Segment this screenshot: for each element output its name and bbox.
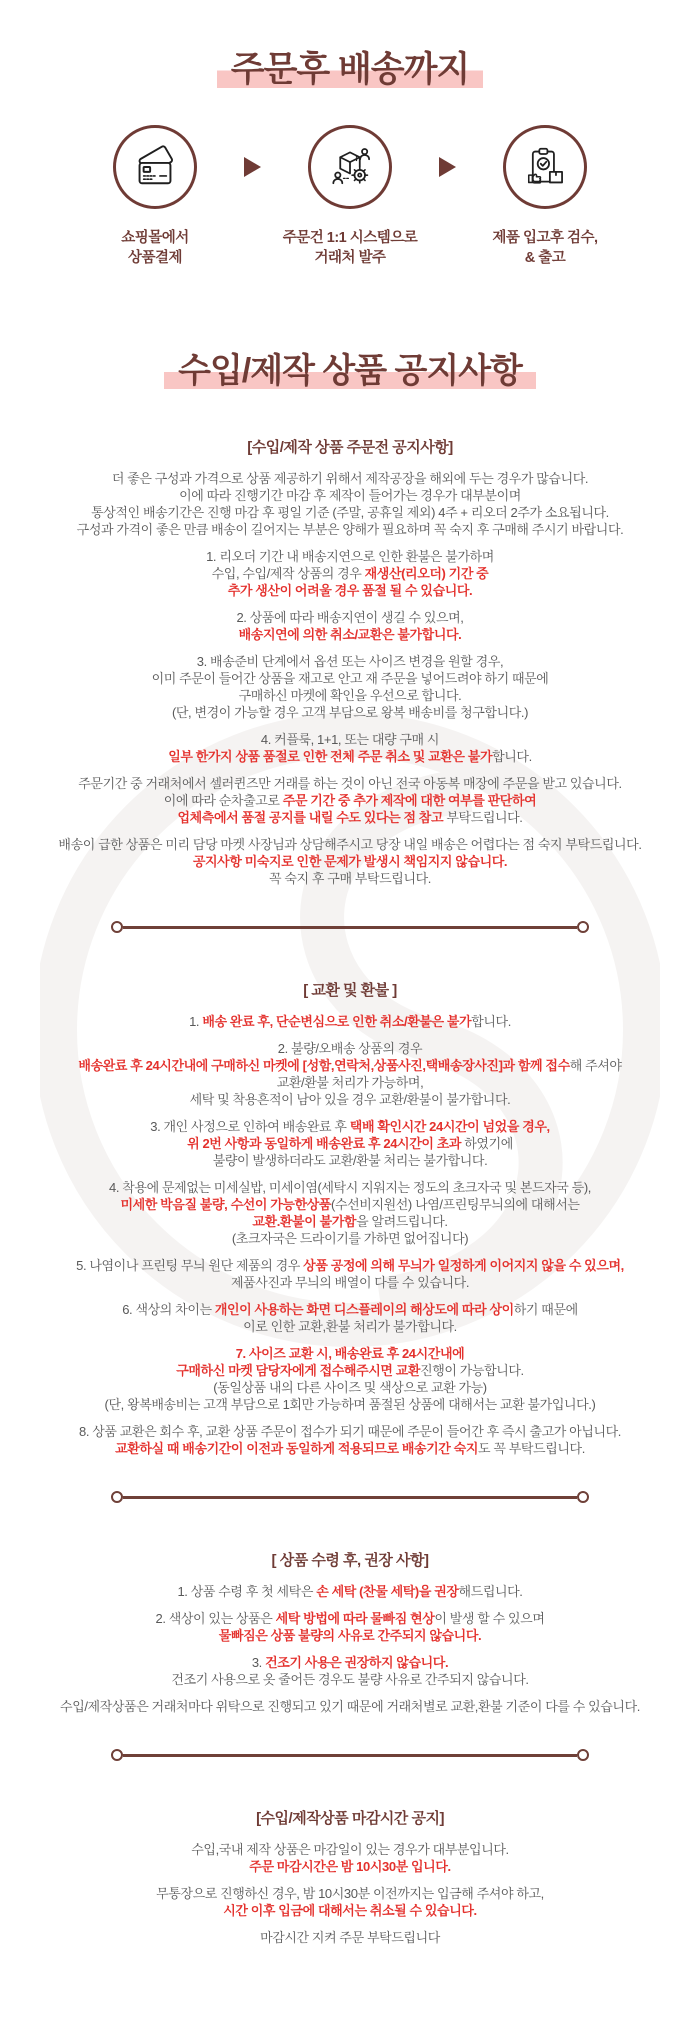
notice-paragraph bbox=[0, 775, 700, 826]
divider-ring-icon bbox=[111, 1491, 123, 1503]
notice-paragraph bbox=[0, 1929, 700, 1946]
divider-line bbox=[123, 926, 577, 929]
notice-paragraph bbox=[0, 1654, 700, 1688]
alert-text: 개인이 사용하는 화면 디스플레이의 해상도에 따라 상이 bbox=[214, 1302, 514, 1318]
body-text: (단, 왕복배송비는 고객 부담으로 1회만 가능하며 품절된 상품에 대해서는 교환 불가입니다.) bbox=[104, 1397, 596, 1413]
body-text: 4. 착용에 문제없는 미세실밥, 미세이염(세탁시 지워지는 정도의 초크자국 및 본드자국 등), bbox=[109, 1180, 591, 1196]
body-text: (동일상품 내의 다른 사이즈 및 색상으로 교환 가능) bbox=[213, 1380, 487, 1396]
step-label bbox=[121, 229, 189, 268]
alert-text: 미세한 박음질 불량, 수선이 가능한상품 bbox=[120, 1197, 332, 1213]
body-text: 이에 따라 순차출고로 bbox=[163, 793, 283, 809]
body-text: (수선비지원선) 나염/프린팅무늬의에 대해서는 bbox=[331, 1197, 580, 1213]
body-text: 2. 불량/오배송 상품의 경우 bbox=[277, 1041, 423, 1057]
arrow-right-icon bbox=[244, 157, 261, 177]
body-text: 교환/환불 처리가 가능하며, bbox=[276, 1075, 424, 1091]
body-text: (단, 변경이 가능할 경우 고객 부담으로 왕복 배송비를 청구합니다.) bbox=[171, 705, 529, 721]
alert-text: 추가 생산이 어려울 경우 품절 될 수 있습니다. bbox=[227, 583, 473, 599]
body-text: 부탁드립니다. bbox=[443, 810, 523, 826]
body-text: 구매하신 마켓에 확인을 우선으로 합니다. bbox=[238, 688, 462, 704]
notice-paragraph bbox=[0, 1301, 700, 1335]
divider-line bbox=[123, 1496, 577, 1499]
body-text: 8. 상품 교환은 회수 후, 교환 상품 주문이 접수가 되기 때문에 주문이 들어간 후 즉시 출고가 아닙니다. bbox=[78, 1424, 622, 1440]
section-heading: [ 교환 및 환불 ] bbox=[303, 982, 397, 1000]
alert-text: 교환하실 때 배송기간이 이전과 동일하게 적용되므로 배송기간 숙지 bbox=[115, 1441, 478, 1457]
arrow-right-icon bbox=[439, 157, 456, 177]
body-text: 3. 배송준비 단계에서 옵션 또는 사이즈 변경을 원할 경우, bbox=[196, 654, 504, 670]
notice-paragraph bbox=[0, 1179, 700, 1247]
notice-title: 수입/제작 상품 공지사항 bbox=[0, 352, 700, 390]
section-heading: [수입/제작 상품 주문전 공지사항] bbox=[247, 439, 453, 457]
body-text: 5. 나염이나 프린팅 무늬 원단 제품의 경우 bbox=[76, 1258, 304, 1274]
body-text: 합니다. bbox=[492, 749, 532, 765]
notice-paragraph bbox=[0, 548, 700, 599]
body-text: 2. 상품에 따라 배송지연이 생길 수 있으며, bbox=[236, 610, 464, 626]
notice-paragraph bbox=[0, 1040, 700, 1108]
hero-section bbox=[0, 0, 700, 268]
body-text: 건조기 사용으로 옷 줄어든 경우도 불량 사유로 간주되지 않습니다. bbox=[171, 1672, 529, 1688]
step-circle bbox=[503, 125, 587, 209]
body-text: 수입/제작상품은 거래처마다 위탁으로 진행되고 있기 때문에 거래처별로 교환,환불 기준이 다를 수 있습니다. bbox=[60, 1699, 640, 1715]
alert-text: 구매하신 마켓 담당자에게 접수해주시면 교환 bbox=[176, 1363, 421, 1379]
notice-paragraph bbox=[0, 1118, 700, 1169]
step-circle bbox=[113, 125, 197, 209]
alert-text: 위 2번 사항과 동일하게 배송완료 후 24시간이 초과 bbox=[187, 1136, 462, 1152]
notice-paragraph bbox=[0, 470, 700, 538]
divider-ring-icon bbox=[577, 921, 589, 933]
body-text: 해 주셔야 bbox=[569, 1058, 622, 1074]
step-inspection bbox=[456, 125, 634, 268]
body-text: 진행이 가능합니다. bbox=[420, 1363, 524, 1379]
process-steps bbox=[0, 125, 700, 268]
notice-paragraph bbox=[0, 1423, 700, 1457]
notice-paragraph bbox=[0, 731, 700, 765]
body-text: 주문기간 중 거래처에서 셀러퀸즈만 거래를 하는 것이 아닌 전국 아동복 매장에 주문을 받고 있습니다. bbox=[78, 776, 622, 792]
alert-text: 건조기 사용은 권장하지 않습니다. bbox=[265, 1655, 449, 1671]
alert-text: 배송완료 후 24시간내에 구매하신 마켓에 [성함,연락처,상품사진,택배송장사진]과 함께 접수 bbox=[78, 1058, 570, 1074]
notice-paragraph bbox=[0, 1698, 700, 1715]
step-order-system bbox=[261, 125, 439, 268]
body-text: 6. 색상의 차이는 bbox=[122, 1302, 215, 1318]
notice-paragraph bbox=[0, 1013, 700, 1030]
alert-text: 업체측에서 품절 공지를 내릴 수도 있다는 점 참고 bbox=[177, 810, 444, 826]
body-text: 꼭 숙지 후 구매 부탁드립니다. bbox=[269, 871, 431, 887]
alert-text: 교환.환불이 불가함 bbox=[252, 1214, 357, 1230]
body-text: 마감시간 지켜 주문 부탁드립니다 bbox=[260, 1930, 440, 1946]
step-payment bbox=[66, 125, 244, 268]
body-text: 도 꼭 부탁드립니다. bbox=[478, 1441, 585, 1457]
body-text: 2. 색상이 있는 상품은 bbox=[155, 1611, 276, 1627]
order-system-icon bbox=[324, 141, 376, 193]
body-text: 수입, 수입/제작 상품의 경우 bbox=[211, 566, 365, 582]
divider-ring-icon bbox=[111, 1749, 123, 1761]
notice-paragraph bbox=[0, 1583, 700, 1600]
body-text: 이로 인한 교환,환불 처리가 불가합니다. bbox=[243, 1319, 457, 1335]
section-heading: [ 상품 수령 후, 권장 사항] bbox=[271, 1552, 429, 1570]
body-text: 이에 따라 진행기간 마감 후 제작이 들어가는 경우가 대부분이며 bbox=[179, 488, 521, 504]
alert-text: 택배 확인시간 24시간이 넘었을 경우, bbox=[349, 1119, 550, 1135]
body-text: 1. bbox=[189, 1014, 203, 1030]
alert-text: 일부 한가지 상품 품절로 인한 전체 주문 취소 및 교환은 불가 bbox=[168, 749, 493, 765]
notice-section bbox=[0, 352, 700, 1946]
step-label-line: 상품결제 bbox=[127, 249, 182, 266]
step-label-line: 거래처 발주 bbox=[314, 249, 386, 266]
body-text: 1. 상품 수령 후 첫 세탁은 bbox=[177, 1584, 317, 1600]
alert-text: 상품 공정에 의해 무늬가 일정하게 이어지지 않을 수 있으며, bbox=[303, 1258, 624, 1274]
notice-paragraph bbox=[0, 1610, 700, 1644]
alert-text: 배송 완료 후, 단순변심으로 인한 취소/환불은 불가 bbox=[202, 1014, 472, 1030]
alert-text: 배송지연에 의한 취소/교환은 불가합니다. bbox=[238, 627, 462, 643]
body-text: 3. bbox=[251, 1655, 266, 1671]
notice-paragraph bbox=[0, 653, 700, 721]
body-text: 제품사진과 무늬의 배열이 다를 수 있습니다. bbox=[230, 1275, 470, 1291]
body-text: 세탁 및 착용흔적이 남아 있을 경우 교환/환불이 불가합니다. bbox=[189, 1092, 511, 1108]
step-label-line: 주문건 1:1 시스템으로 bbox=[282, 230, 418, 247]
body-text: 이미 주문이 들어간 상품을 재고로 안고 재 주문을 넣어드려야 하기 때문에 bbox=[151, 671, 549, 687]
body-text: (초크자국은 드라이기를 가하면 없어집니다) bbox=[231, 1231, 469, 1247]
body-text: 1. 리오더 기간 내 배송지연으로 인한 환불은 불가하며 bbox=[206, 549, 494, 565]
divider-ring-icon bbox=[577, 1749, 589, 1761]
step-label bbox=[283, 229, 418, 268]
body-text: 수입,국내 제작 상품은 마감일이 있는 경우가 대부분입니다. bbox=[191, 1842, 509, 1858]
body-text: 을 알려드립니다. bbox=[356, 1214, 448, 1230]
divider-ring-icon bbox=[111, 921, 123, 933]
step-label-line: 쇼핑몰에서 bbox=[121, 230, 189, 247]
alert-text: 세탁 방법에 따라 물빠짐 현상 bbox=[275, 1611, 435, 1627]
body-text: 더 좋은 구성과 가격으로 상품 제공하기 위해서 제작공장을 해외에 두는 경우가 많습니다. bbox=[111, 471, 589, 487]
body-text: 하기 때문에 bbox=[513, 1302, 578, 1318]
body-text: 하였기에 bbox=[461, 1136, 513, 1152]
notice-paragraph bbox=[0, 1885, 700, 1919]
alert-text: 손 세탁 (찬물 세탁)을 권장 bbox=[316, 1584, 459, 1600]
body-text: 통상적인 배송기간은 진행 마감 후 평일 기준 (주말, 공휴일 제외) 4주 + 리오더 2주가 소요됩니다. bbox=[91, 505, 609, 521]
inspection-icon bbox=[519, 141, 571, 193]
alert-text: 7. 사이즈 교환 시, 배송완료 후 24시간내에 bbox=[235, 1346, 465, 1362]
body-text: 3. 개인 사정으로 인하여 배송완료 후 bbox=[150, 1119, 350, 1135]
body-text: 배송이 급한 상품은 미리 담당 마켓 사장님과 상담해주시고 당장 내일 배송은 어렵다는 점 숙지 부탁드립니다. bbox=[58, 837, 642, 853]
body-text: 이 발생 할 수 있으며 bbox=[434, 1611, 545, 1627]
body-text: 무통장으로 진행하신 경우, 밤 10시30분 이전까지는 입금해 주셔야 하고, bbox=[156, 1886, 544, 1902]
step-label-line: & 출고 bbox=[524, 249, 566, 266]
divider-ring-icon bbox=[577, 1491, 589, 1503]
alert-text: 재생산(리오더) 기간 중 bbox=[364, 566, 489, 582]
step-circle bbox=[308, 125, 392, 209]
section-divider bbox=[111, 1491, 589, 1503]
body-text: 불량이 발생하더라도 교환/환불 처리는 불가합니다. bbox=[212, 1153, 488, 1169]
notice-paragraph bbox=[0, 1841, 700, 1875]
step-label bbox=[492, 229, 597, 268]
alert-text: 물빠짐은 상품 불량의 사유로 간주되지 않습니다. bbox=[218, 1628, 482, 1644]
section-heading: [수입/제작상품 마감시간 공지] bbox=[256, 1810, 444, 1828]
notice-paragraph bbox=[0, 1257, 700, 1291]
section-divider bbox=[111, 921, 589, 933]
notice-paragraph bbox=[0, 836, 700, 887]
notice-sections bbox=[0, 436, 700, 1946]
alert-text: 공지사항 미숙지로 인한 문제가 발생시 책임지지 않습니다. bbox=[192, 854, 508, 870]
body-text: 4. 커플룩, 1+1, 또는 대량 구매 시 bbox=[260, 732, 440, 748]
credit-card-icon bbox=[129, 141, 181, 193]
notice-paragraph bbox=[0, 609, 700, 643]
page-title: 주문후 배송까지 bbox=[0, 50, 700, 89]
body-text: 합니다. bbox=[471, 1014, 511, 1030]
divider-line bbox=[123, 1754, 577, 1757]
alert-text: 시간 이후 입금에 대해서는 취소될 수 있습니다. bbox=[223, 1903, 477, 1919]
section-divider bbox=[111, 1749, 589, 1761]
alert-text: 주문 기간 중 추가 제작에 대한 여부를 판단하여 bbox=[282, 793, 537, 809]
step-label-line: 제품 입고후 검수, bbox=[492, 230, 598, 247]
body-text: 해드립니다. bbox=[458, 1584, 523, 1600]
body-text: 구성과 가격이 좋은 만큼 배송이 길어지는 부분은 양해가 필요하며 꼭 숙지 후 구매해 주시기 바랍니다. bbox=[76, 522, 624, 538]
alert-text: 주문 마감시간은 밤 10시30분 입니다. bbox=[249, 1859, 451, 1875]
notice-paragraph bbox=[0, 1345, 700, 1413]
